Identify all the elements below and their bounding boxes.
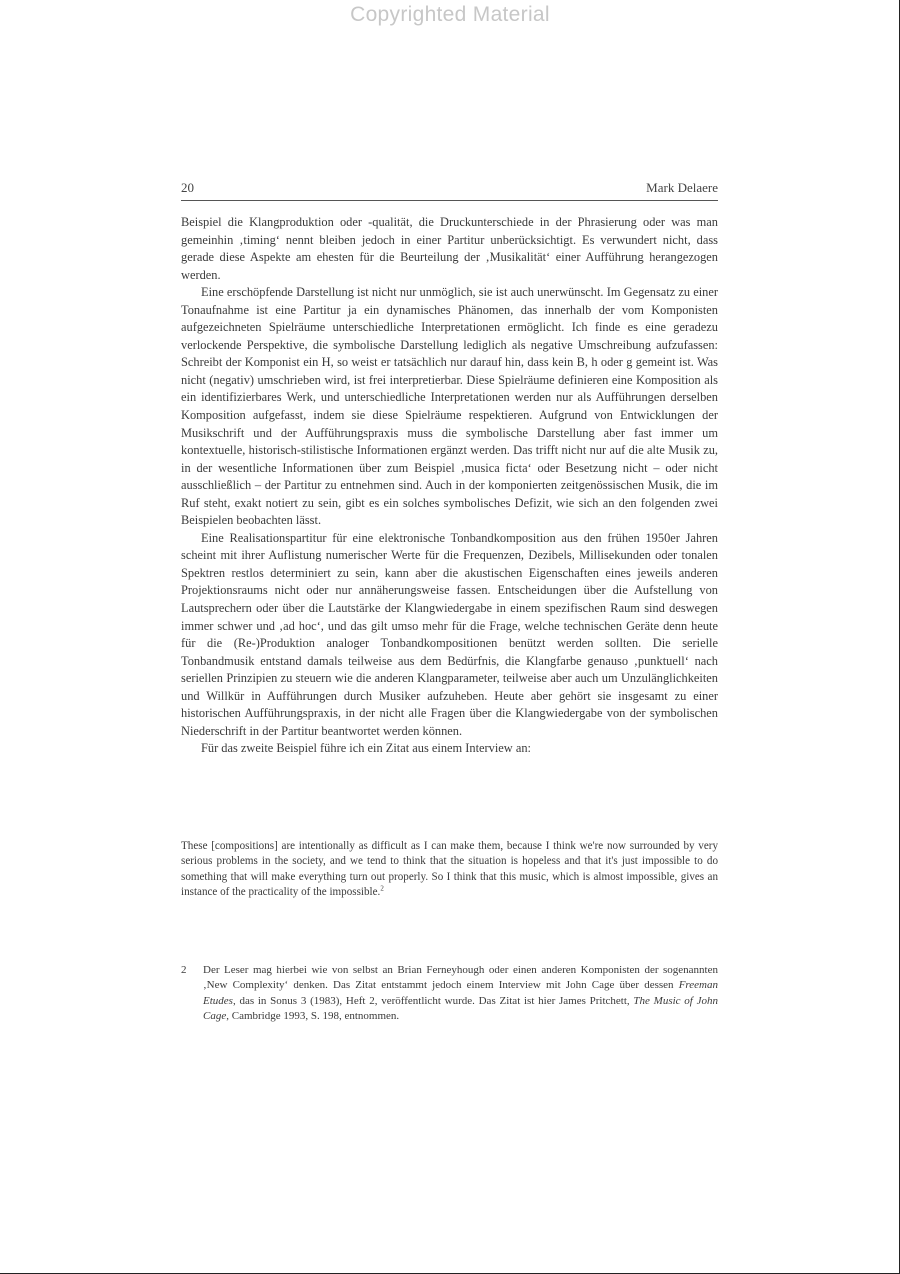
block-quote <box>181 839 718 901</box>
footnote-ref: 2 <box>380 884 384 893</box>
paragraph: Eine Realisationspartitur für eine elektronische Tonbandkomposition aus den frühen 1950er Jahren scheint mit ihrer Auflistung numerischer Werte für die Frequenzen, Dezibels, Millisekunden oder tonalen Spektren restlos determiniert zu sein, kann aber die akustischen Eigenschaften eines jeweils anderen Projektionsraums nicht oder nur annäherungsweise fassen. Entscheidungen über die Aufstellung von Lautsprechern oder über die Lautstärke der Klangwiedergabe in einem spezifischen Raum sind deswegen immer schwer und ‚ad hoc‘, und das gilt umso mehr für die Frage, welche technischen Geräte denn heute für die (Re-)Produktion analoger Tonbandkompositionen benützt werden sollten. Die serielle Tonbandmusik entstand damals teilweise aus dem Bedürfnis, die Klangfarbe genauso ‚punktuell‘ nach seriellen Prinzipien zu steuern wie die anderen Klangparameter, teilweise aber auch um Unzulänglichkeiten und Willkür in Aufführungen durch Musiker aufzuheben. Heute aber gehört sie insgesamt zu einer historischen Aufführungspraxis, in der nicht alle Fragen über die Klangwiedergabe von der symbolischen Niederschrift in der Partitur beantwortet werden können. <box>181 530 718 738</box>
running-header <box>181 180 718 201</box>
paragraph: Eine erschöpfende Darstellung ist nicht nur unmöglich, sie ist auch unerwünscht. Im Gegensatz zu einer Tonaufnahme ist eine Partitur ja ein dynamisches Phänomen, das innerhalb der vom Komponisten aufgezeichneten Spielräume unterschiedliche Interpretationen ermöglicht. Ich finde es eine geradezu verlockende Perspektive, die symbolische Darstellung lediglich als negative Umschreibung aufzufassen: Schreibt der Komponist ein H, so weist er tatsächlich nur darauf hin, dass kein B, h oder g gemeint ist. Was nicht (negativ) umschrieben wird, ist frei interpretierbar. Diese Spielräume definieren eine Komposition als ein identifizierbares Werk, und unterschiedliche Interpretationen werden nur als Aufführungen derselben Komposition aufgefasst, indem sie diese Spielräume respektieren. Aufgrund von Entwicklungen der Musikschrift und der Aufführungspraxis muss die symbolische Darstellung aber fast immer um kontextuelle, historisch-stilistische Informationen ergänzt werden. Das trifft nicht nur auf die alte Musik zu, in der wesentliche Informationen über zum Beispiel ‚musica ficta‘ oder Besetzung nicht – oder nicht ausschließlich – der Partitur zu entnehmen sind. Auch in der komponierten zeitgenössischen Musik, die im Ruf steht, exakt notiert zu sein, gibt es ein solches symbolisches Defizit, wie sich an den folgenden zwei Beispielen beobachten lässt. <box>181 285 718 528</box>
footnote-book-title: The Music of John Cage <box>203 994 719 1023</box>
footnote-text-part: Der Leser mag hierbei wie von selbst an Brian Ferneyhough oder einen anderen Komponisten der sogenannten ‚New Complexity‘ denken. Das Zitat entstammt jedoch einem Interview mit John Cage über dessen <box>203 964 718 992</box>
body-text <box>181 214 718 758</box>
footnote-work-title: Freeman Etudes <box>203 979 718 1007</box>
running-head-author: Mark Delaere <box>646 180 718 195</box>
paragraph: Beispiel die Klangproduktion oder -qualität, die Druckunterschiede in der Phrasierung oder was man gemeinhin ‚timing‘ nennt bleiben jedoch in einer Partitur unberücksichtigt. Es verwundert nicht, dass gerade diese Aspekte am ehesten für die Beurteilung der ‚Musikalität‘ einer Aufführung herangezogen werden. <box>181 215 718 282</box>
footnote <box>181 963 718 1025</box>
footnote-text-part: , das in Sonus 3 (1983), Heft 2, veröffentlicht wurde. Das Zitat ist hier James Pritchett, <box>232 994 634 1007</box>
paragraph: Für das zweite Beispiel führe ich ein Zitat aus einem Interview an: <box>201 741 531 756</box>
footnote-number: 2 <box>181 964 187 976</box>
watermark: Copyrighted Material <box>350 3 550 26</box>
footnote-text <box>203 963 718 1025</box>
footnote-text-part: , Cambridge 1993, S. 198, entnommen. <box>226 1010 400 1023</box>
page-number: 20 <box>181 180 194 195</box>
quote-text: These [compositions] are intentionally as difficult as I can make them, because I think we're now surrounded by very serious problems in the society, and we tend to think that the situation is hopeless and that it's just impossible to do something that will make everything turn out properly. So I think that this music, which is almost impossible, gives an instance of the practicality of the impossible. <box>181 840 718 899</box>
